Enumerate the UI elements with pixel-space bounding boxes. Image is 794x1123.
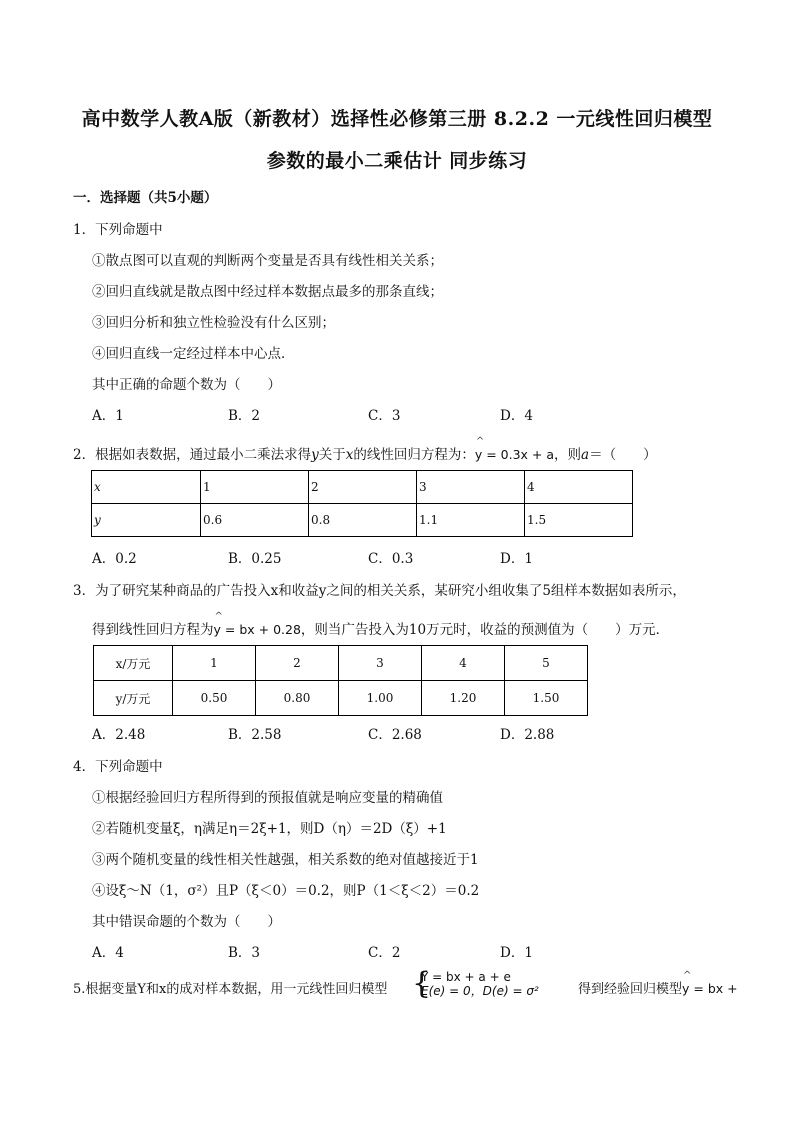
- q5-stem-b: [578, 978, 738, 997]
- q1-option-b: B．2: [228, 408, 261, 424]
- q1-ask: 其中正确的命题个数为（ ）: [92, 377, 281, 393]
- q3-option-b: B．2.58: [228, 727, 282, 743]
- q3-stem-part: ，则当广告投入为10万元时，收益的预测值为（ ）万元．: [300, 622, 670, 638]
- q4-option-d: D．1: [500, 945, 533, 961]
- q2-equation: ^ y = 0.3x + a: [475, 447, 554, 462]
- page-title-line2: 参数的最小二乘估计 同步练习: [266, 150, 528, 172]
- q3-option-a: A．2.48: [92, 727, 146, 743]
- table-cell: 1.1: [417, 504, 525, 537]
- q1-item-4: ④回归直线一定经过样本中心点．: [92, 346, 295, 362]
- table-cell: 1: [173, 646, 256, 681]
- table-cell: 0.6: [201, 504, 309, 537]
- table-cell: 1.5: [525, 504, 633, 537]
- q2-data-table: [91, 470, 633, 537]
- q2-option-c: C．0.3: [368, 551, 414, 567]
- q4-stem: 4．下列命题中: [73, 759, 163, 775]
- q3-stem-line2: [92, 618, 669, 638]
- q4-option-c: C．2: [368, 945, 401, 961]
- q4-ask: 其中错误命题的个数为（ ）: [92, 914, 281, 930]
- q4-item-1: ①根据经验回归方程所得到的预报值就是响应变量的精确值: [92, 790, 443, 806]
- q2-stem: [73, 443, 657, 463]
- table-cell: 3: [417, 471, 525, 504]
- table-cell: y/万元: [94, 681, 173, 716]
- table-cell: 1.20: [422, 681, 505, 716]
- q1-item-2: ②回归直线就是散点图中经过样本数据点最多的那条直线；: [92, 284, 443, 300]
- q1-stem: 1．下列命题中: [73, 222, 163, 238]
- q5-stem-part: 得到经验回归模型: [578, 982, 683, 997]
- table-cell: y: [92, 504, 201, 537]
- q2-option-d: D．1: [500, 551, 533, 567]
- table-cell: 2: [309, 471, 417, 504]
- q4-item-4: ④设ξ～N（1，σ²）且P（ξ＜0）＝0.2，则P（1＜ξ＜2）＝0.2: [92, 883, 480, 899]
- q2-stem-part: 的线性回归方程为：: [353, 447, 475, 463]
- q1-option-c: C．3: [368, 408, 401, 424]
- section-heading: 一．选择题（共5小题）: [73, 190, 218, 206]
- table-cell: x: [92, 471, 201, 504]
- q4-item-3: ③两个随机变量的线性相关性越强，相关系数的绝对值越接近于1: [92, 852, 479, 868]
- q3-stem-part: 得到线性回归方程为: [92, 622, 214, 638]
- q2-option-b: B．0.25: [228, 551, 282, 567]
- q1-option-a: A．1: [92, 408, 124, 424]
- table-row: [94, 681, 588, 716]
- q5-stem-a: 5.根据变量Y和x的成对样本数据，用一元线性回归模型: [73, 982, 388, 997]
- table-row: [92, 504, 633, 537]
- q5-model: [421, 970, 539, 998]
- table-cell: 1: [201, 471, 309, 504]
- table-cell: 4: [525, 471, 633, 504]
- q2-var-a: a: [581, 447, 590, 463]
- table-cell: 4: [422, 646, 505, 681]
- table-cell: 1.50: [505, 681, 588, 716]
- q5-brace: {: [412, 966, 432, 1001]
- q1-item-1: ①散点图可以直观的判断两个变量是否具有线性相关关系；: [92, 253, 443, 269]
- q2-stem-part: 2．根据如表数据，通过最小二乘法求得: [73, 447, 312, 463]
- page-title-line1: 高中数学人教A版（新教材）选择性必修第三册 8.2.2 一元线性回归模型: [81, 108, 713, 130]
- table-cell: 1.00: [339, 681, 422, 716]
- q1-option-d: D．4: [500, 408, 533, 424]
- table-cell: 0.80: [256, 681, 339, 716]
- q4-option-b: B．3: [228, 945, 261, 961]
- q2-option-a: A．0.2: [92, 551, 137, 567]
- q2-var-y: y: [311, 447, 319, 463]
- q2-stem-part: ＝（ ）: [589, 447, 657, 463]
- q3-option-c: C．2.68: [368, 727, 422, 743]
- q2-stem-part: 关于: [318, 447, 346, 463]
- q3-data-table: [93, 645, 588, 716]
- table-row: [92, 471, 633, 504]
- q5-model-line2: E(e) = 0，D(e) = σ²: [421, 984, 539, 998]
- table-cell: 0.8: [309, 504, 417, 537]
- q2-var-x: x: [345, 447, 354, 463]
- table-cell: x/万元: [94, 646, 173, 681]
- q2-stem-part: ，则: [554, 447, 582, 463]
- q1-item-3: ③回归分析和独立性检验没有什么区别；: [92, 315, 335, 331]
- q3-option-d: D．2.88: [500, 727, 555, 743]
- q4-item-2: ②若随机变量ξ，η满足η＝2ξ+1，则D（η）＝2D（ξ）+1: [92, 821, 447, 837]
- q5-model-line1: Y = bx + a + e: [421, 970, 511, 984]
- q3-equation: ^ y = bx + 0.28: [214, 622, 301, 637]
- table-cell: 3: [339, 646, 422, 681]
- table-cell: 0.50: [173, 681, 256, 716]
- q3-stem-line1: 3．为了研究某种商品的广告投入x和收益y之间的相关关系，某研究小组收集了5组样本数据如表所示，: [73, 583, 686, 599]
- table-cell: 2: [256, 646, 339, 681]
- q5-equation: ^ y = bx +: [682, 981, 738, 996]
- table-row: [94, 646, 588, 681]
- q4-option-a: A．4: [92, 945, 124, 961]
- table-cell: 5: [505, 646, 588, 681]
